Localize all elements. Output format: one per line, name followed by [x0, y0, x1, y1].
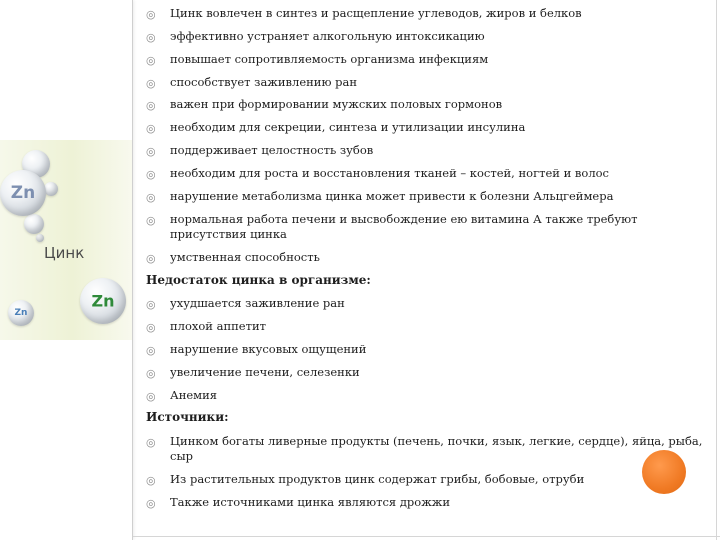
bullet-icon: ◎: [146, 99, 156, 112]
slide-content: ◎ Цинк вовлечен в синтез и расщепление углеводов, жиров и белков ◎ эффективно устраняет алкогольную интоксикацию ◎ повышает сопротивляемость организма инфекциям ◎ способствует заживлению ран ◎ важен при формировании мужских половых гормонов ◎ необходим для секреции, синтеза и утилизации инсулина ◎ поддерживает целостность зубов ◎ необходим для роста и восстановления тканей – костей, ногтей и волос ◎ нарушение метаболизма цинка может привести к болезни Альцгеймера ◎ нормальная работа печени и высвобождение ею витамина А также требуют присутствия цинка ◎ умственная способность Недостаток цинка в организме: ◎ ухудшается заживление ран ◎ плохой аппетит ◎ нарушение вкусовых ощущений ◎ увеличение печени, селезенки ◎ Анемия Источники: ◎ Цинком богаты ливерные продукты (печень, почки, язык, легкие, сердце), яйца, рыба, сыр ◎ Из растительных продуктов цинк содержат грибы, бобовые, отруби ◎ Также источниками цинка являются дрожжи: [146, 6, 703, 510]
right-frame-line: [716, 0, 717, 540]
bullet-icon: ◎: [146, 191, 156, 204]
bullet-icon: ◎: [146, 298, 156, 311]
bullet-icon: ◎: [146, 436, 156, 449]
bullet-icon: ◎: [146, 77, 156, 90]
bullet-icon: ◎: [146, 168, 156, 181]
bullet-icon: ◎: [146, 367, 156, 380]
zn-bubble-medium: [80, 278, 126, 324]
bullet-icon: ◎: [146, 252, 156, 265]
bullet-icon: ◎: [146, 497, 156, 510]
bubble-decoration: [44, 182, 58, 196]
bullet-icon: ◎: [146, 474, 156, 487]
bullet-icon: ◎: [146, 8, 156, 21]
zn-symbol: Zn: [91, 291, 115, 311]
bullet-icon: ◎: [146, 321, 156, 334]
sources-heading: Источники:: [146, 410, 229, 424]
deficiency-heading: Недостаток цинка в организме:: [146, 273, 371, 287]
bullet-icon: ◎: [146, 122, 156, 135]
zn-symbol: Zn: [10, 183, 36, 203]
bullet-icon: ◎: [146, 31, 156, 44]
bubble-decoration: [24, 214, 44, 234]
zn-bubble-large: [0, 170, 46, 216]
bullet-icon: ◎: [146, 214, 156, 227]
zn-symbol: Zn: [14, 308, 28, 318]
zn-bubble-small: [8, 300, 34, 326]
bullet-icon: ◎: [146, 390, 156, 403]
bullet-icon: ◎: [146, 344, 156, 357]
bullet-icon: ◎: [146, 145, 156, 158]
bubble-decoration: [36, 234, 44, 242]
bullet-icon: ◎: [146, 54, 156, 67]
zinc-caption: Цинк: [44, 244, 85, 262]
